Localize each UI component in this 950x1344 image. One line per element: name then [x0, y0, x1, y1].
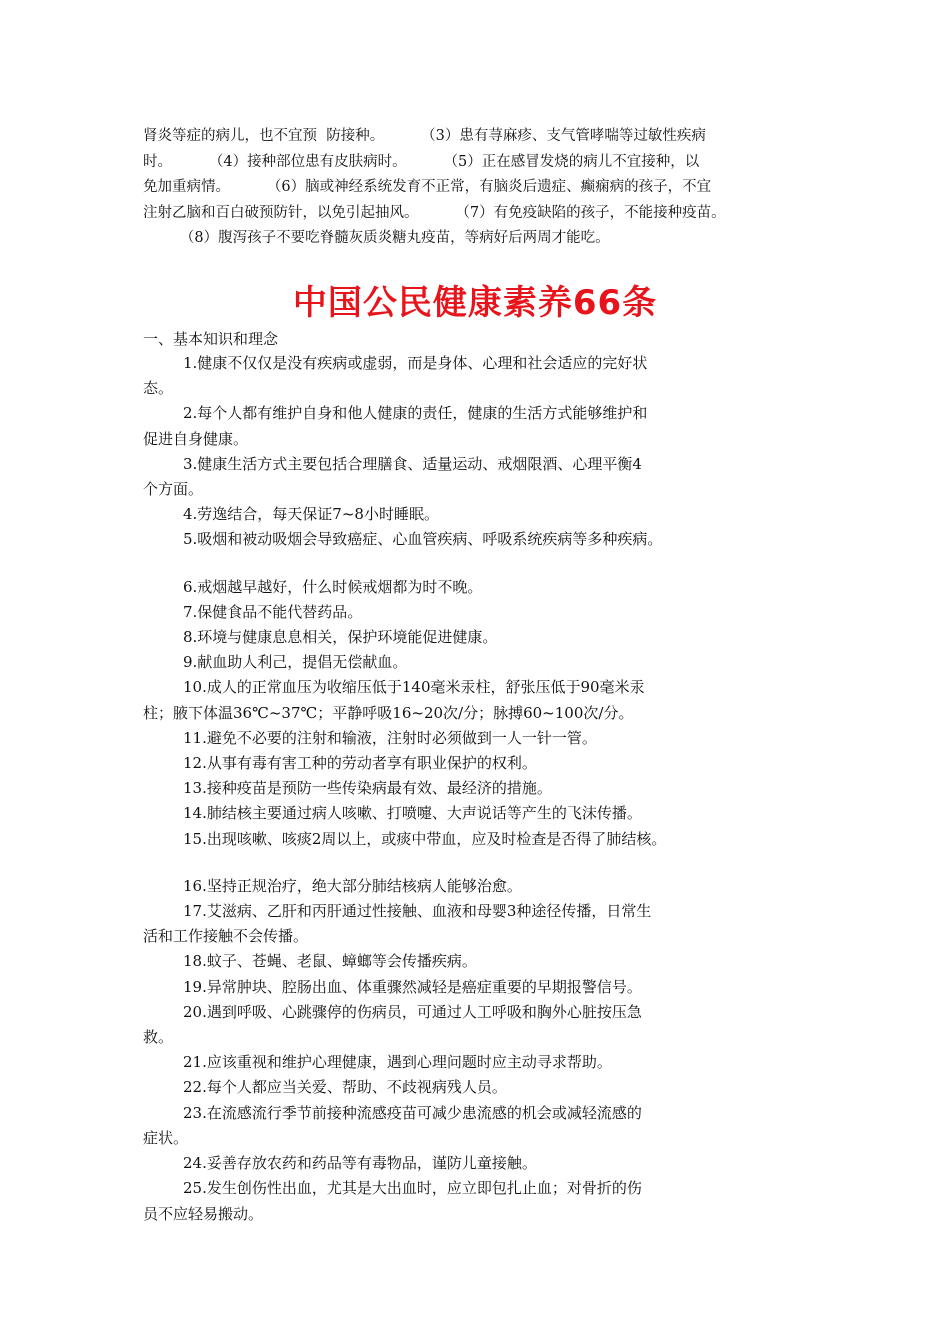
list-item	[143, 1101, 823, 1151]
list-item-continuation: 促进自身健康。	[143, 429, 249, 448]
item-group-3	[143, 874, 823, 1227]
list-item	[143, 401, 823, 451]
list-item-text: 5.吸烟和被动吸烟会导致癌症、心血管疾病、呼吸系统疾病等多种疾病。	[183, 530, 663, 549]
blank-line	[143, 553, 823, 575]
list-item-continuation: 活和工作接触不会传播。	[143, 927, 309, 946]
paragraph-line: 时。 （4）接种部位患有皮肤病时。 （5）正在感冒发烧的病儿不宜接种，以	[143, 153, 700, 170]
list-item-text: 9.献血助人利己，提倡无偿献血。	[183, 653, 408, 672]
list-item-text: 15.出现咳嗽、咳痰2周以上，或痰中带血，应及时检查是否得了肺结核。	[183, 829, 667, 848]
list-item	[143, 575, 823, 600]
list-item	[143, 650, 823, 675]
list-item	[143, 726, 823, 751]
list-item	[143, 351, 823, 401]
list-item	[143, 600, 823, 625]
list-item-text: 4.劳逸结合，每天保证7~8小时睡眠。	[183, 505, 439, 524]
list-item-continuation: 个方面。	[143, 480, 204, 499]
list-item-text: 16.坚持正规治疗，绝大部分肺结核病人能够治愈。	[183, 876, 522, 895]
paragraph-line: （8）腹泻孩子不要吃脊髓灰质炎糖丸疫苗，等病好后两周才能吃。	[143, 230, 610, 246]
list-item-text: 17.艾滋病、乙肝和丙肝通过性接触、血液和母婴3种途径传播，日常生	[183, 902, 652, 921]
list-item-continuation: 症状。	[143, 1128, 189, 1147]
list-item	[143, 527, 823, 552]
paragraph-line: 注射乙脑和百白破预防针，以免引起抽风。 （7）有免疫缺陷的孩子，不能接种疫苗。	[143, 204, 726, 221]
list-item-continuation: 救。	[143, 1028, 174, 1047]
list-item-text: 13.接种疫苗是预防一些传染病最有效、最经济的措施。	[183, 779, 552, 798]
list-item-text: 7.保健食品不能代替药品。	[183, 602, 363, 621]
blank-line	[143, 852, 823, 874]
list-item	[143, 1176, 823, 1226]
list-item	[143, 874, 823, 899]
list-item-text: 22.每个人都应当关爱、帮助、不歧视病残人员。	[183, 1078, 507, 1097]
list-item	[143, 899, 823, 949]
item-group-2	[143, 575, 823, 852]
list-item	[143, 502, 823, 527]
list-item-text: 14.肺结核主要通过病人咳嗽、打喷嚏、大声说话等产生的飞沫传播。	[183, 804, 642, 823]
list-item	[143, 827, 823, 852]
list-item-continuation: 员不应轻易搬动。	[143, 1204, 264, 1223]
list-item	[143, 452, 823, 502]
list-item-text: 18.蚊子、苍蝇、老鼠、蟑螂等会传播疾病。	[183, 952, 477, 971]
list-item-continuation: 柱；腋下体温36℃~37℃；平静呼吸16~20次/分；脉搏60~100次/分。	[143, 703, 634, 722]
list-item-text: 8.环境与健康息息相关，保护环境能促进健康。	[183, 628, 498, 647]
list-item-text: 20.遇到呼吸、心跳骤停的伤病员，可通过人工呼吸和胸外心脏按压急	[183, 1002, 642, 1021]
list-item	[143, 776, 823, 801]
list-item	[143, 1075, 823, 1100]
previous-section-paragraph	[143, 124, 823, 252]
list-item	[143, 625, 823, 650]
list-item	[143, 1000, 823, 1050]
list-item-text: 11.避免不必要的注射和输液，注射时必须做到一人一针一管。	[183, 728, 597, 747]
list-item-text: 3.健康生活方式主要包括合理膳食、适量运动、戒烟限酒、心理平衡4	[183, 454, 642, 473]
paragraph-line: 肾炎等症的病儿，也不宜预 防接种。 （3）患有荨麻疹、支气管哮喘等过敏性疾病	[143, 128, 706, 144]
list-item-text: 25.发生创伤性出血，尤其是大出血时，应立即包扎止血；对骨折的伤	[183, 1179, 642, 1198]
list-item	[143, 751, 823, 776]
list-item-text: 21.应该重视和维护心理健康，遇到心理问题时应主动寻求帮助。	[183, 1053, 612, 1072]
section-heading: 一、基本知识和理念	[143, 330, 279, 348]
list-item-continuation: 态。	[143, 379, 174, 398]
list-item-text: 24.妥善存放农药和药品等有毒物品，谨防儿童接触。	[183, 1154, 537, 1173]
page-title: 中国公民健康素养66条	[292, 283, 658, 323]
list-item-text: 12.从事有毒有害工种的劳动者享有职业保护的权利。	[183, 754, 537, 773]
item-group-1	[143, 351, 823, 553]
list-item-text: 23.在流感流行季节前接种流感疫苗可减少患流感的机会或减轻流感的	[183, 1103, 642, 1122]
list-item	[143, 1151, 823, 1176]
list-item-text: 10.成人的正常血压为收缩压低于140毫米汞柱，舒张压低于90毫米汞	[183, 678, 645, 697]
list-item	[143, 801, 823, 826]
list-item-text: 19.异常肿块、腔肠出血、体重骤然减轻是癌症重要的早期报警信号。	[183, 977, 642, 996]
list-item	[143, 949, 823, 974]
paragraph-line: 免加重病情。 （6）脑或神经系统发育不正常，有脑炎后遗症、癫痫病的孩子，不宜	[143, 179, 712, 195]
list-item-text: 1.健康不仅仅是没有疾病或虚弱，而是身体、心理和社会适应的完好状	[183, 354, 648, 372]
list-item-text: 6.戒烟越早越好，什么时候戒烟都为时不晚。	[183, 577, 483, 596]
list-item	[143, 675, 823, 725]
list-item	[143, 1050, 823, 1075]
health-literacy-list	[143, 351, 823, 1227]
list-item-text: 2.每个人都有维护自身和他人健康的责任，健康的生活方式能够维护和	[183, 404, 648, 423]
list-item	[143, 975, 823, 1000]
